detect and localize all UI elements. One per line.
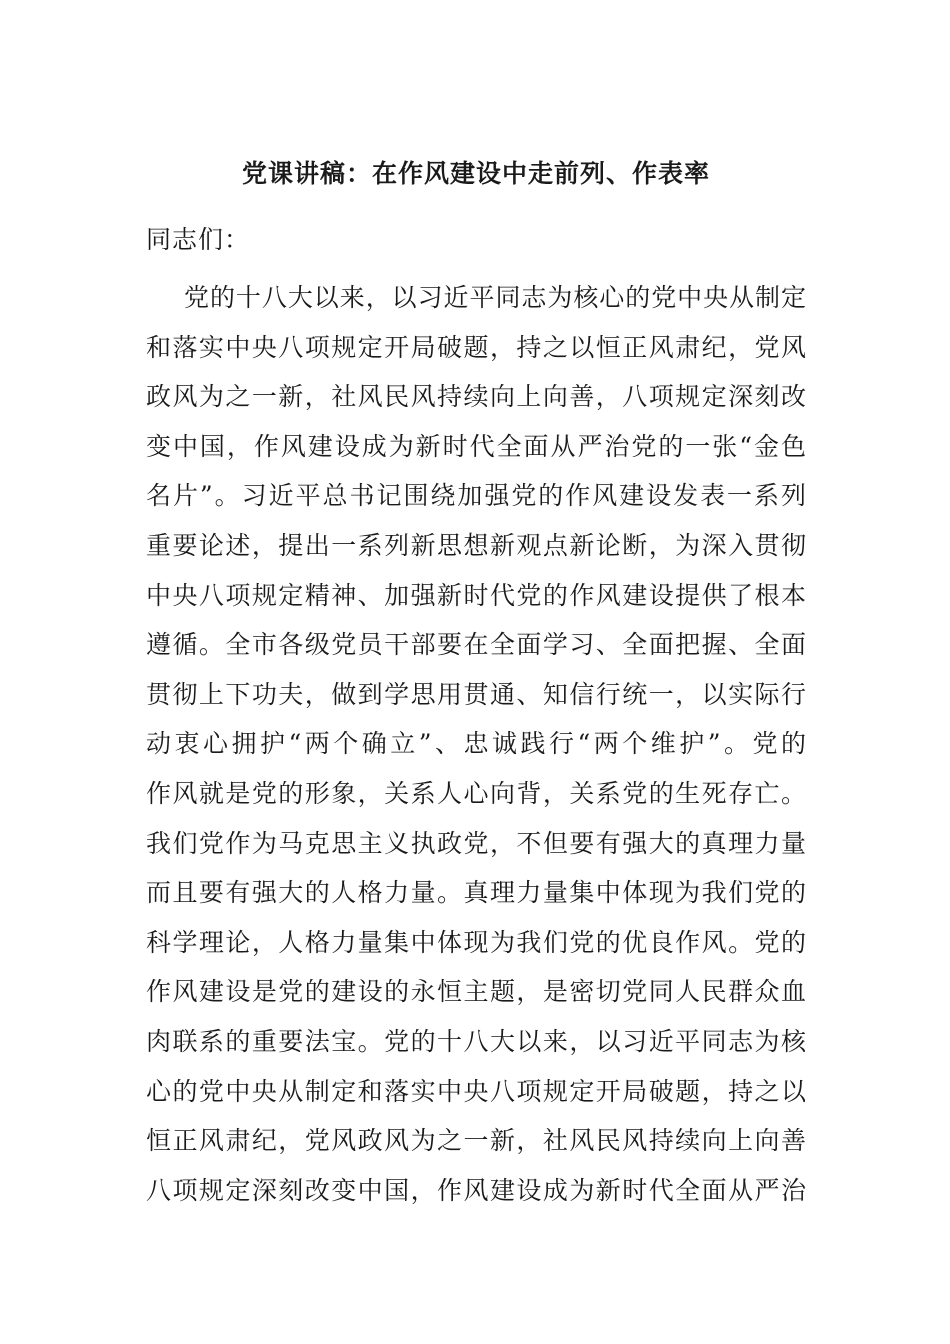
- body-line: 肉联系的重要法宝。党的十八大以来，以习近平同志为核: [146, 1026, 806, 1056]
- body-line: 遵循。全市各级党员干部要在全面学习、全面把握、全面: [146, 630, 806, 660]
- body-line: 政风为之一新，社风民风持续向上向善，八项规定深刻改: [146, 382, 806, 412]
- body-line: 和落实中央八项规定开局破题，持之以恒正风肃纪，党风: [146, 332, 806, 362]
- body-line: 我们党作为马克思主义执政党，不但要有强大的真理力量: [146, 828, 806, 858]
- body-paragraph: [146, 280, 806, 1222]
- body-line: 贯彻上下功夫，做到学思用贯通、知信行统一，以实际行: [146, 679, 806, 709]
- body-line: 恒正风肃纪，党风政风为之一新，社风民风持续向上向善: [146, 1126, 806, 1156]
- body-line: 动衷心拥护“两个确立”、忠诚践行“两个维护”。党的: [146, 729, 806, 759]
- page-title: 党课讲稿：在作风建设中走前列、作表率: [241, 159, 710, 188]
- body-line: 党的十八大以来，以习近平同志为核心的党中央从制定: [184, 283, 806, 312]
- body-line: 作风就是党的形象，关系人心向背，关系党的生死存亡。: [146, 778, 806, 808]
- body-line: 中央八项规定精神、加强新时代党的作风建设提供了根本: [146, 580, 806, 610]
- body-line: 变中国，作风建设成为新时代全面从严治党的一张“金色: [146, 431, 806, 461]
- body-line: 名片”。习近平总书记围绕加强党的作风建设发表一系列: [146, 481, 806, 511]
- body-line: 重要论述，提出一系列新思想新观点新论断，为深入贯彻: [146, 530, 806, 560]
- salutation: 同志们：: [146, 225, 251, 254]
- body-line: 心的党中央从制定和落实中央八项规定开局破题，持之以: [146, 1076, 806, 1106]
- body-line: 作风建设是党的建设的永恒主题，是密切党同人民群众血: [146, 977, 806, 1007]
- body-line: 八项规定深刻改变中国，作风建设成为新时代全面从严治: [146, 1175, 806, 1205]
- body-line: 科学理论，人格力量集中体现为我们党的优良作风。党的: [146, 927, 806, 957]
- body-line: 而且要有强大的人格力量。真理力量集中体现为我们党的: [146, 878, 806, 908]
